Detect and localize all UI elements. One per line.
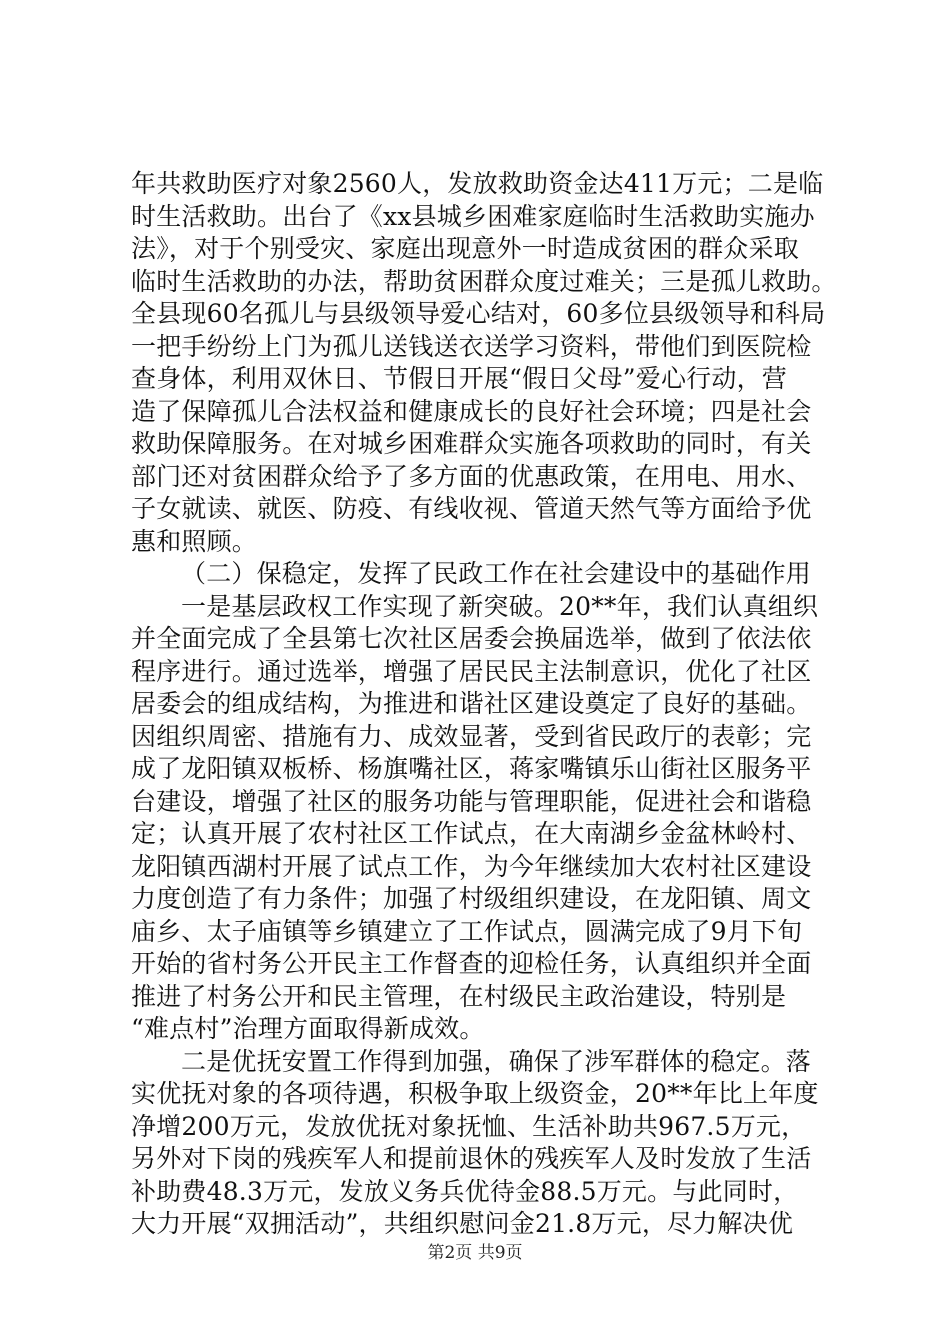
text-line: 子女就读、就医、防疫、有线收视、管道天然气等方面给予优 — [131, 494, 812, 523]
text-line: 推进了村务公开和民主管理，在村级民主政治建设，特别是 — [131, 981, 787, 1011]
text-line: 一把手纷纷上门为孤儿送钱送衣送学习资料，带他们到医院检 — [131, 331, 812, 361]
text-line: 定；认真开展了农村社区工作试点，在大南湖乡金盆林岭村、 — [131, 819, 812, 848]
text-line: 庙乡、太子庙镇等乡镇建立了工作试点，圆满完成了9月下旬 — [131, 916, 803, 946]
text-line: 补助费48.3万元，发放义务兵优待金88.5万元。与此同时， — [131, 1176, 799, 1206]
text-line: 开始的省村务公开民主工作督查的迎检任务，认真组织并全面 — [131, 949, 812, 978]
text-line: 大力开展“双拥活动”，共组织慰问金21.8万元，尽力解决优 — [131, 1209, 794, 1238]
paragraph-start-line: 一是基层政权工作实现了新突破。20**年，我们认真组织 — [181, 591, 819, 621]
text-line: 台建设，增强了社区的服务功能与管理职能，促进社会和谐稳 — [131, 786, 812, 816]
text-line: 并全面完成了全县第七次社区居委会换届选举，做到了依法依 — [131, 624, 812, 653]
text-line: 时生活救助。出台了《xx县城乡困难家庭临时生活救助实施办 — [131, 201, 815, 231]
text-line: 临时生活救助的办法，帮助贫困群众度过难关；三是孤儿救助。 — [131, 266, 837, 296]
text-line: 另外对下岗的残疾军人和提前退休的残疾军人及时发放了生活 — [131, 1144, 812, 1173]
text-line: 救助保障服务。在对城乡困难群众实施各项救助的同时，有关 — [131, 429, 812, 458]
text-line: 成了龙阳镇双板桥、杨旗嘴社区，蒋家嘴镇乐山街社区服务平 — [131, 754, 812, 783]
body-text — [131, 168, 837, 1241]
text-line: 实优抚对象的各项待遇，积极争取上级资金，20**年比上年度 — [131, 1079, 819, 1108]
text-line: 居委会的组成结构，为推进和谐社区建设奠定了良好的基础。 — [131, 689, 812, 718]
page-number-footer: 第2页 共9页 — [427, 1243, 523, 1263]
text-line: 力度创造了有力条件；加强了村级组织建设，在龙阳镇、周文 — [131, 884, 812, 913]
text-line: 查身体，利用双休日、节假日开展“假日父母”爱心行动，营 — [131, 364, 787, 393]
text-line: 因组织周密、措施有力、成效显著，受到省民政厅的表彰；完 — [131, 721, 812, 751]
text-line: “难点村”治理方面取得新成效。 — [131, 1014, 485, 1043]
text-line: 程序进行。通过选举，增强了居民民主法制意识，优化了社区 — [131, 656, 812, 686]
paragraph-start-line: 二是优抚安置工作得到加强，确保了涉军群体的稳定。落 — [181, 1046, 812, 1076]
text-line: 龙阳镇西湖村开展了试点工作，为今年继续加大农村社区建设 — [131, 851, 812, 881]
text-line: 惠和照顾。 — [131, 526, 258, 556]
text-line: 部门还对贫困群众给予了多方面的优惠政策，在用电、用水、 — [131, 461, 812, 491]
text-line: 法》，对于个别受灾、家庭出现意外一时造成贫困的群众采取 — [131, 234, 799, 263]
text-line: 净增200万元，发放优抚对象抚恤、生活补助共967.5万元， — [131, 1111, 807, 1141]
text-line: 造了保障孤儿合法权益和健康成长的良好社会环境；四是社会 — [131, 396, 812, 426]
section-heading: （二）保稳定，发挥了民政工作在社会建设中的基础作用 — [181, 559, 812, 588]
text-line: 年共救助医疗对象2560人，发放救助资金达411万元；二是临 — [131, 169, 824, 198]
text-line: 全县现60名孤儿与县级领导爱心结对，60多位县级领导和科局 — [131, 299, 826, 328]
